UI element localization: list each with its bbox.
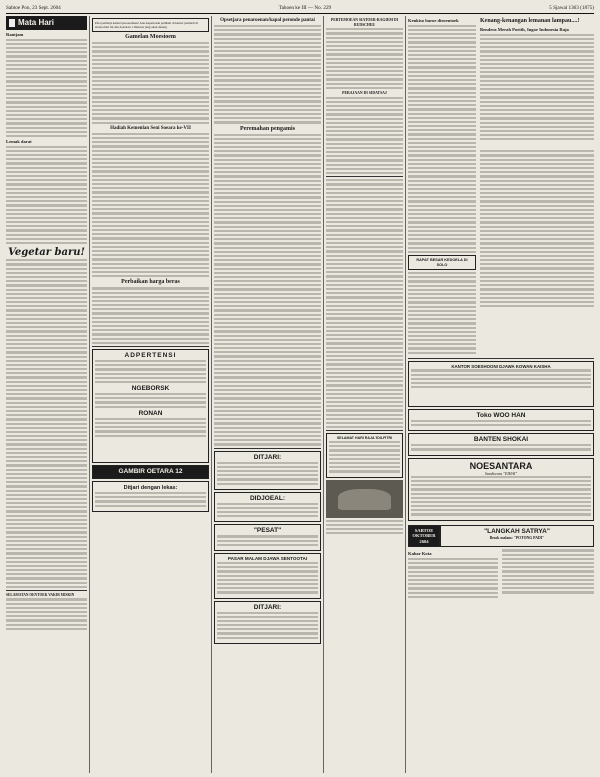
gambir-ad (92, 465, 209, 479)
sabtoe-ad-row (408, 523, 594, 550)
mata-hari-header: Mata Hari (6, 16, 87, 30)
article-body (480, 150, 594, 307)
pesat-ad (214, 524, 321, 551)
article-body (408, 150, 476, 253)
noesantara-ad (408, 458, 594, 521)
kenkiso-heading: Kenkiso baroe diroentoek (408, 18, 459, 23)
banten-shokai-ad (408, 433, 594, 455)
pesat-title: "PESAT" (253, 527, 282, 535)
ditjari-ad (92, 481, 209, 512)
langkah-satrya-box (440, 525, 594, 548)
masthead-issue: Tahoen ke III — No. 229 (278, 4, 332, 11)
adpertensi-box (92, 349, 209, 463)
langkah-satrya-title: "LANGKAH SATRYA" (484, 527, 550, 535)
kenang-kenangan-heading: Kenang-kenangan lemanan lampau....! (480, 18, 580, 24)
article-body (92, 133, 209, 278)
article-body (326, 179, 403, 428)
notice-box: Para pembeja kantor/peroesahaan! Atas keperloean pembeli di kantor pembeli di Oetara hari ini dan doetaran 1 Oktober jang akan datang. (92, 18, 209, 32)
masthead-date: Sabtoe Pon, 23 Sept. 2604 (6, 4, 61, 11)
section-heading-rantjam: Rantjam (6, 32, 24, 37)
rapat-besar-box (408, 255, 476, 270)
banten-shokai-title: BANTEN SHOKAI (473, 436, 529, 444)
article-body (6, 598, 87, 630)
ditjari-ad-2 (214, 451, 321, 490)
selamat-hari-raja-ad (326, 433, 403, 477)
pasar-malam-title: PASAR MALAM DJAWA SENTOOTAI (227, 556, 308, 561)
toko-woo-han-title: Toko WOO HAN (476, 411, 526, 419)
pertemoean-heading: PERTEMOEAN SIATOER-RAGIEM DI BUDSCHEE (330, 18, 399, 27)
noesantara-subtitle: Sandiwara "EIHAI" (484, 470, 518, 476)
selamatan-heading: SELAMATAN OENTOEK VAKIR MISKIN (6, 593, 75, 597)
article-body (480, 34, 594, 141)
column-4 (326, 16, 403, 771)
article-body (326, 97, 403, 175)
sabtoe-date-box (408, 525, 440, 548)
ngeborsk-title: NGEBORSK (131, 385, 170, 393)
advertisement-photo (326, 480, 403, 518)
sabtoe-date: SABTOE OKTOBER 2604 (412, 527, 436, 544)
article-body (408, 25, 476, 149)
masthead-hijri-date: 5 Sjawal 1363 (1875) (549, 4, 594, 11)
article-body (502, 549, 594, 593)
article-body (408, 558, 498, 598)
kabar-kota-heading: Kabar Kota (408, 551, 432, 557)
opsetjara-heading: Opsetjara penaroenan/kapal peronde pantai (220, 18, 315, 23)
gambir-title: GAMBIR OETARA 12 (118, 467, 183, 475)
rapat-besar-title: RAPAT BESAR KEDOELA DI SOLO (416, 257, 468, 267)
article-body (6, 39, 87, 138)
article-body (214, 134, 321, 446)
gamelan-heading: Gamelan Moesioem (125, 34, 176, 40)
ditjari-ad-3 (214, 601, 321, 644)
ronan-title: RONAN (138, 409, 163, 417)
peremahan-heading: Peremahan pengamis (239, 125, 296, 132)
selamat-hari-raja-title: SELAMAT HARI RAJA 'IDILFITRI (336, 436, 393, 441)
column-2 (92, 16, 209, 771)
pasar-malam-ad (214, 553, 321, 599)
article-body (326, 28, 403, 89)
column-1 (6, 16, 87, 771)
kowan-kaisha-title: KANTOR SOESHOONI DJAWA KOWAN KAISHA (451, 363, 551, 369)
toko-woo-han-ad (408, 409, 594, 431)
didjoeal-title: DIDJOEAL: (249, 494, 286, 502)
article-body (6, 146, 87, 245)
article-body (214, 25, 321, 124)
article-body (6, 259, 87, 588)
vegetar-baru-heading: Vegetar baru! (8, 247, 85, 259)
potong-padi-line: Besok malam: "POTONG PADI" (489, 535, 545, 540)
ditjari-title-2: DITJARI: (253, 453, 282, 461)
adpertensi-title: ADPERTENSI (124, 351, 177, 359)
didjoeal-ad (214, 492, 321, 523)
article-body (408, 272, 476, 354)
hadiah-heading: Hadiah Kemenlan Seni Soeara ke-VII (110, 125, 191, 131)
section-heading-lemak-darat: Lemak darat (6, 139, 32, 145)
article-body (92, 287, 209, 344)
column-5 (408, 16, 594, 771)
kowan-kaisha-ad (408, 361, 594, 407)
harga-beras-heading: Perbaikan harga beras (121, 279, 180, 286)
masthead (6, 3, 594, 14)
ditjari-title-3: DITJARI: (253, 603, 282, 611)
ditjari-title: Ditjari dengan lekas: (123, 484, 178, 491)
article-body (92, 42, 209, 124)
column-3 (214, 16, 321, 771)
bendera-heading: Bendera Merah Poetih, Ingoe Indonesia Raja (480, 27, 569, 32)
perajaan-heading: PERAJAAN DI SIDATSAJ (342, 91, 387, 95)
noesantara-title: NOESANTARA (469, 460, 533, 471)
